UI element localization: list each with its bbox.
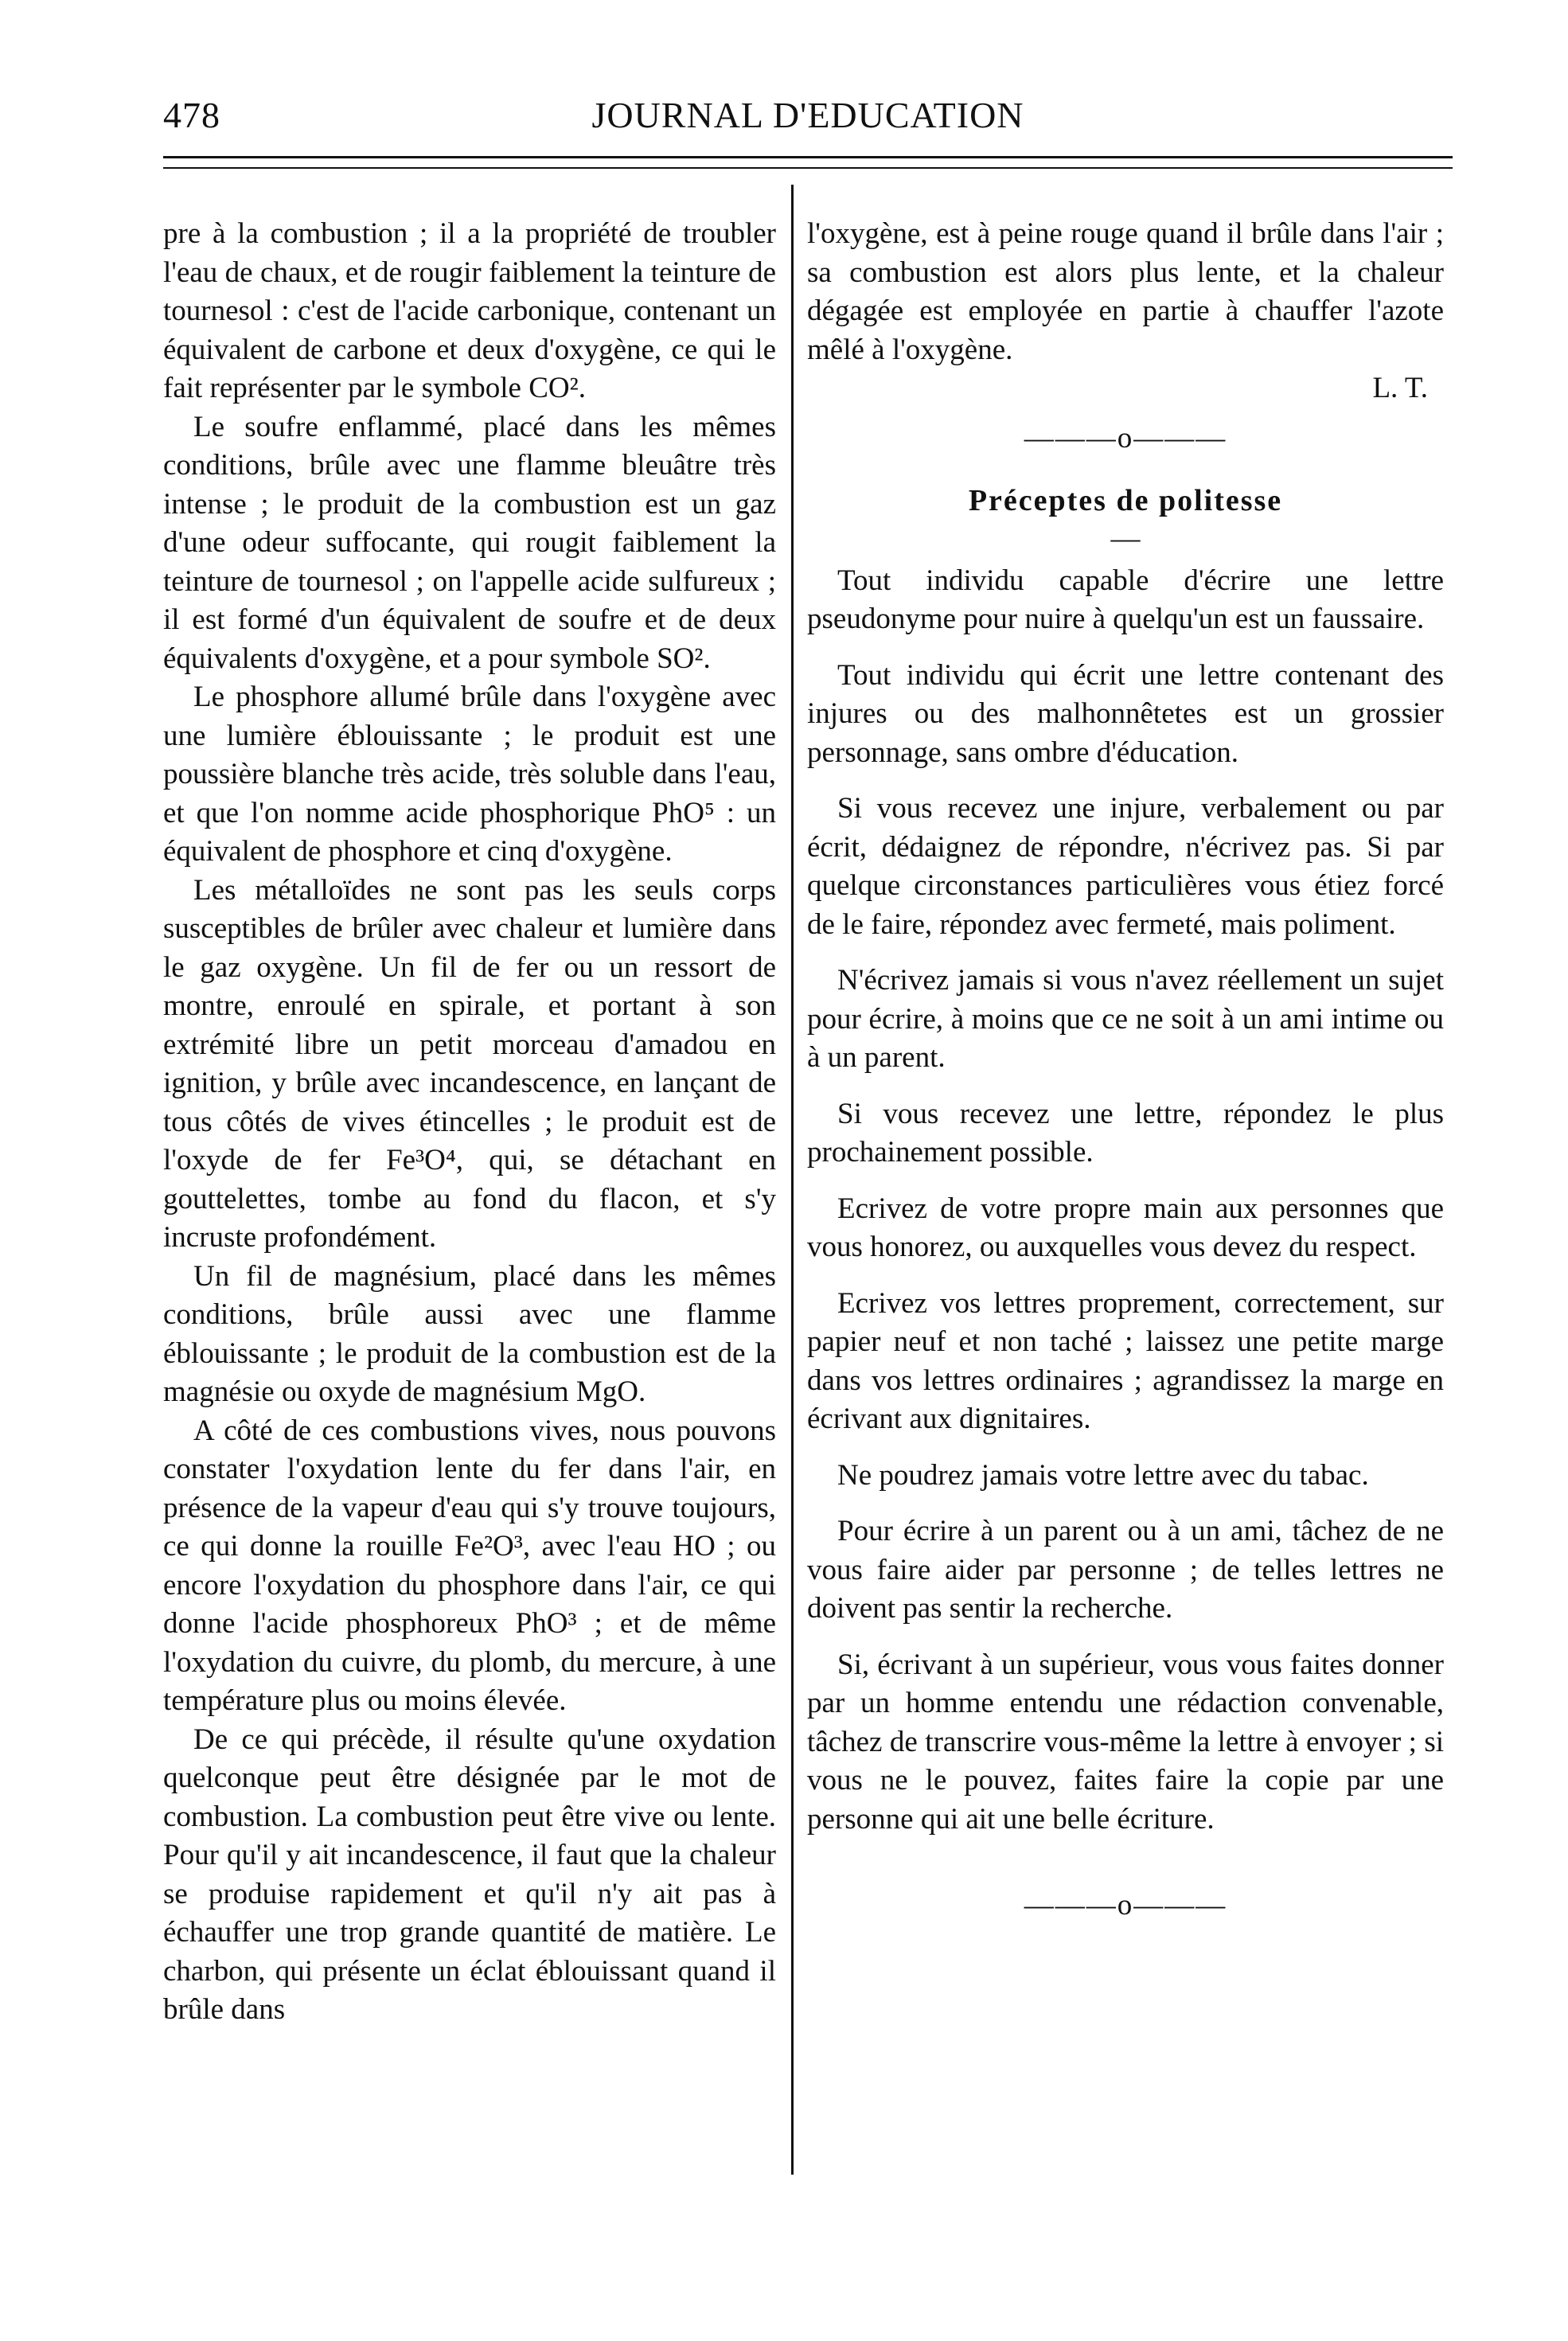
- paragraph: Un fil de magnésium, placé dans les mêmes conditions, brûle aussi avec une flamme éblouissante ; le produit de la combustion est de la magnésie ou oxyde de magnésium MgO.: [163, 1259, 776, 1408]
- precept-paragraph: Tout individu qui écrit une lettre contenant des injures ou des malhonnêtetes est un grossier personnage, sans ombre d'éducation.: [807, 658, 1444, 769]
- paragraph: l'oxygène, est à peine rouge quand il brûle dans l'air ; sa combustion est alors plus lente, et la chaleur dégagée est employée en partie à chauffer l'azote mêlé à l'oxygène.: [807, 217, 1444, 366]
- page-number: 478: [163, 95, 220, 135]
- column-divider: [791, 185, 794, 2175]
- page-header: [163, 94, 1453, 142]
- precept-paragraph: Ecrivez de votre propre main aux personnes que vous honorez, ou auxquelles vous devez du respect.: [807, 1192, 1444, 1263]
- section-separator: ———o———: [1024, 421, 1227, 455]
- author-signature: L. T.: [1372, 372, 1428, 404]
- end-separator: ———o———: [1024, 1889, 1227, 1922]
- precept-paragraph: Si vous recevez une lettre, répondez le plus prochainement possible.: [807, 1097, 1444, 1169]
- left-column: [163, 215, 776, 2030]
- journal-title: JOURNAL D'EDUCATION: [591, 95, 1024, 135]
- precept-paragraph: Ne poudrez jamais votre lettre avec du tabac.: [837, 1458, 1369, 1492]
- paragraph: De ce qui précède, il résulte qu'une oxydation quelconque peut être désignée par le mot de combustion. La combustion peut être vive ou lente. Pour qu'il y ait incandescence, il faut que la chaleur se produise rapidement et qu'il n'y ait pas à échauffer une trop grande quantité de matière. Le charbon, qui présente un éclat éblouissant quand il brûle dans: [163, 1723, 776, 2026]
- paragraph: Les métalloïdes ne sont pas les seuls corps susceptibles de brûler avec chaleur et lumière dans le gaz oxygène. Un fil de fer ou un ressort de montre, enroulé en spirale, et portant à son extrémité libre un petit morceau d'amadou en ignition, y brûle avec incandescence, en lançant de tous côtés de vives étincelles ; le produit est de l'oxyde de fer Fe³O⁴, qui, se détachant en gouttelettes, tombe au fond du flacon, et s'y incruste profondément.: [163, 873, 776, 1254]
- precept-paragraph: N'écrivez jamais si vous n'avez réellement un sujet pour écrire, à moins que ce ne soit à un ami intime ou à un parent.: [807, 964, 1444, 1074]
- header-rule-thin: [163, 167, 1453, 169]
- section-title: Préceptes de politesse: [968, 484, 1283, 517]
- precept-paragraph: Pour écrire à un parent ou à un ami, tâchez de ne vous faire aider par personne ; de telles lettres ne doivent pas sentir la recherche.: [807, 1515, 1444, 1625]
- paragraph: Le phosphore allumé brûle dans l'oxygène avec une lumière éblouissante ; le produit est une poussière blanche très acide, très soluble dans l'eau, et que l'on nomme acide phosphorique PhO⁵ : un équivalent de phosphore et cinq d'oxygène.: [163, 681, 776, 868]
- paragraph: A côté de ces combustions vives, nous pouvons constater l'oxydation lente du fer dans l'air, en présence de la vapeur d'eau qui s'y trouve toujours, ce qui donne la rouille Fe²O³, avec l'eau HO ; ou encore l'oxydation du phosphore dans l'air, ce qui donne l'acide phosphoreux PhO³ ; et de même l'oxydation du cuivre, du plomb, du mercure, à une température plus ou moins élevée.: [163, 1414, 776, 1717]
- right-column: [807, 215, 1444, 1937]
- title-dash: —: [1110, 521, 1141, 555]
- paragraph: Le soufre enflammé, placé dans les mêmes conditions, brûle avec une flamme bleuâtre très intense ; le produit de la combustion est un gaz d'une odeur suffocante, qui rougit faiblement la teinture de tournesol ; on l'appelle acide sulfureux ; il est formé d'un équivalent de soufre et de deux équivalents d'oxygène, et a pour symbole SO².: [163, 410, 776, 675]
- precept-paragraph: Si vous recevez une injure, verbalement ou par écrit, dédaignez de répondre, n'écrivez pas. Si par quelque circonstances particulières vous étiez forcé de le faire, répondez avec fermeté, mais poliment.: [807, 792, 1444, 941]
- header-rule: [163, 156, 1453, 158]
- paragraph: pre à la combustion ; il a la propriété de troubler l'eau de chaux, et de rougir faiblement la teinture de tournesol : c'est de l'acide carbonique, contenant un équivalent de carbone et deux d'oxygène, ce qui le fait représenter par le symbole CO².: [163, 217, 776, 404]
- precept-paragraph: Tout individu capable d'écrire une lettre pseudonyme pour nuire à quelqu'un est un faussaire.: [807, 564, 1444, 635]
- precept-paragraph: Ecrivez vos lettres proprement, correctement, sur papier neuf et non taché ; laissez une petite marge dans vos lettres ordinaires ; agrandissez la marge en écrivant aux dignitaires.: [807, 1286, 1444, 1435]
- precept-paragraph: Si, écrivant à un supérieur, vous vous faites donner par un homme entendu une rédaction convenable, tâchez de transcrire vous-même la lettre à envoyer ; si vous ne le pouvez, faites faire la copie par une personne qui ait une belle écriture.: [807, 1648, 1444, 1836]
